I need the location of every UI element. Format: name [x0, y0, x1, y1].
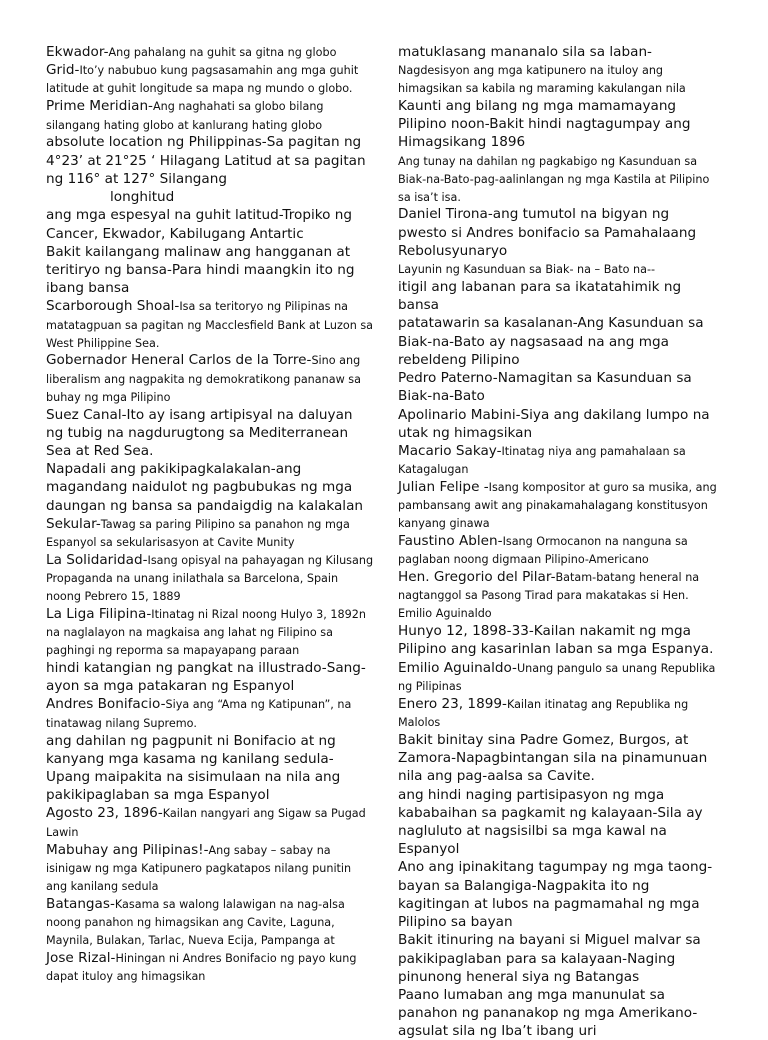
entry-definition: Kailan nakamit ng mga Pilipino ang kasarinlan laban sa mga Espanya. [398, 623, 714, 658]
entry-term: patatawarin sa kasalanan- [398, 315, 578, 332]
entry-definition: Ang Kasunduan sa Biak-na-Bato ay nagsasaad na ang mga rebeldeng Pilipino [398, 315, 704, 368]
glossary-entry [398, 785, 722, 858]
entry-definition: Ang sabay – sabay na isinigaw ng mga Katipunero pagkatapos nilang punitin ang kanilang sedula [46, 843, 352, 893]
entry-definition: Unang pangulo sa unang Republika ng Pilipinas [398, 661, 716, 693]
entry-term: Hunyo 12, 1898-33- [398, 623, 534, 640]
entry-term: Mabuhay ang Pilipinas!- [46, 841, 209, 858]
glossary-entry [46, 514, 374, 550]
glossary-entry [398, 259, 722, 277]
glossary-entry [46, 187, 374, 205]
entry-definition: Bakit hindi nagtagumpay ang Himagsikang 1896 [398, 116, 691, 151]
entry-definition: Sino ang liberalism ang nagpakita ng demokratikong pananaw sa buhay ng mga Pilipino [46, 354, 361, 404]
entry-definition: agsulat sila ng Iba’t ibang uri [398, 1023, 597, 1040]
glossary-entry [398, 857, 722, 930]
glossary-entry [398, 441, 722, 477]
entry-term: Scarborough Shoal- [46, 298, 180, 315]
glossary-entry [46, 731, 374, 804]
entry-definition: Ito ay isang artipisyal na daluyan ng tubig na nagdurugtong sa Mediterranean Sea at Red Sea. [46, 406, 353, 459]
right-column [398, 42, 722, 1040]
entry-term: Bakit kailangang malinaw ang hangganan at teritiryo ng bansa- [46, 243, 351, 278]
entry-term: Prime Meridian- [46, 98, 153, 115]
entry-term: Macario Sakay- [398, 442, 502, 459]
glossary-entry [46, 694, 374, 730]
glossary-entry [398, 96, 722, 151]
entry-term: Pedro Paterno- [398, 370, 498, 387]
glossary-entry [46, 296, 374, 350]
entry-term: Paano lumaban ang mga manunulat sa panahon ng pananakop ng mga Amerikano- [398, 987, 698, 1022]
entry-term: Grid- [46, 62, 80, 79]
entry-definition: Ito’y nabubuo kung pagsasamahin ang mga guhit latitude at guhit longitude sa mapa ng mundo o globo. [46, 64, 359, 96]
entry-definition: ang magandang naidulot ng pagbubukas ng mga daungan ng bansa sa pandaigdig na kalakalan [46, 461, 364, 514]
entry-term: Layunin ng Kasunduan sa Biak- na – Bato na-- [398, 263, 656, 277]
entry-term: Agosto 23, 1896- [46, 805, 163, 822]
glossary-entry [46, 840, 374, 894]
entry-term: Hen. Gregorio del Pilar- [398, 569, 556, 586]
glossary-entry [398, 621, 722, 657]
entry-term: matuklasang mananalo sila sa laban- [398, 44, 652, 60]
entry-term: Ang tunay na dahilan ng pagkabigo ng Kasunduan sa Biak-na-Bato- [398, 154, 698, 186]
entry-definition: Tropiko ng Cancer, Ekwador, Kabilugang Antartic [46, 207, 353, 242]
entry-term: Gobernador Heneral Carlos de la Torre- [46, 352, 312, 369]
entry-definition: Naging pinunong heneral siya ng Batangas [398, 950, 676, 985]
entry-definition: Ang naghahati sa globo bilang silangang hating globo at kanlurang hating globo [46, 100, 324, 132]
entry-term: Bakit binitay sina Padre Gomez, Burgos, at Zamora- [398, 731, 689, 767]
entry-definition: Isang Ormocanon na nanguna sa paglaban noong digmaan Pilipino-Americano [398, 535, 688, 567]
entry-definition: pag-aalinlangan ng mga Kastila at Pilipino sa isa’t isa. [398, 172, 710, 204]
glossary-entry [398, 985, 722, 1040]
entry-definition: Itinatag ni Rizal noong Hulyo 3, 1892n na naglalayon na magkaisa ang lahat ng Filipino sa paghingi ng reporma sa mapayapang paraan [46, 607, 366, 658]
glossary-entry [46, 42, 374, 60]
entry-definition: Isa sa teritoryo ng Pilipinas na matatagpuan sa pagitan ng Macclesfield Bank at Luzon sa West Philippine Sea. [46, 300, 374, 350]
entry-term: Batangas- [46, 895, 115, 912]
glossary-entry [398, 405, 722, 441]
glossary-entry [46, 60, 374, 96]
entry-term: Sekular- [46, 515, 101, 532]
entry-term: absolute location ng Philippinas- [46, 134, 267, 151]
entry-term: ang dahilan ng pagpunit ni Bonifacio at ng kanyang mga kasama ng kanilang sedula- [46, 732, 336, 767]
entry-term: ang mga espesyal na guhit latitud- [46, 207, 283, 224]
entry-term: Andres Bonifacio- [46, 696, 166, 713]
glossary-entry [46, 948, 374, 984]
entry-definition: Namagitan sa Kasunduan sa Biak-na-Bato [398, 370, 692, 405]
entry-definition: Para hindi maangkin ito ng ibang bansa [46, 262, 355, 297]
entry-term: Napadali ang pakikipagkalakalan- [46, 461, 276, 478]
entry-term: itigil ang labanan para sa ikatatahimik ng bansa [398, 278, 682, 314]
entry-definition: Siya ang dakilang lumpo na utak ng himagsikan [398, 406, 710, 441]
entry-definition: Kailan nangyari ang Sigaw sa Pugad Lawin [46, 807, 366, 839]
glossary-entry [46, 132, 374, 187]
entry-definition: Sang-ayon sa mga patakaran ng Espanyol [46, 660, 366, 695]
entry-term: Ekwador- [46, 44, 109, 60]
entry-term: Emilio Aguinaldo- [398, 659, 517, 676]
entry-definition: Napagbintangan sila na pinamunuan nila ang pag-aalsa sa Cavite. [398, 750, 708, 785]
entry-definition: Kailan itinatag ang Republika ng Malolos [398, 697, 689, 730]
glossary-entry [46, 205, 374, 241]
glossary-entry [398, 930, 722, 985]
entry-definition: ang tumutol na bigyan ng pwesto si Andres bonifacio sa Pamahalaang Rebolusyunaryo [398, 206, 697, 259]
entry-definition: Sila ay nagluluto at nagsisilbi sa mga kawal na Espanyol [398, 804, 703, 858]
glossary-entry [46, 894, 374, 948]
entry-term: Ano ang ipinakitang tagumpay ng mga taong-bayan sa Balangiga- [398, 859, 713, 894]
left-column [46, 42, 374, 984]
glossary-entry [46, 604, 374, 658]
glossary-entry [46, 658, 374, 694]
entry-term: Enero 23, 1899- [398, 695, 507, 712]
entry-term: Jose Rizal- [46, 949, 116, 966]
entry-definition: Upang maipakita na sisimulaan na nila ang pakikipaglaban sa mga Espanyol [46, 769, 341, 804]
entry-definition: longhitud [110, 189, 175, 206]
glossary-entry [46, 550, 374, 604]
entry-definition: Siya ang “Ama ng Katipunan”, na tinatawag nilang Supremo. [46, 698, 352, 730]
entry-definition: Batam-batang heneral na nagtanggol sa Pasong Tirad para makatakas si Hen. Emilio Aguinaldo [398, 571, 700, 621]
glossary-entry [46, 96, 374, 132]
glossary-entry [46, 405, 374, 460]
glossary-entry [46, 803, 374, 839]
entry-term: Suez Canal- [46, 406, 127, 423]
entry-term: hindi katangian ng pangkat na illustrado- [46, 660, 327, 676]
glossary-entry [46, 459, 374, 514]
glossary-entry [398, 730, 722, 785]
glossary-entry [398, 477, 722, 531]
glossary-entry [398, 658, 722, 694]
entry-definition: Sa pagitan ng 4°23’ at 21°25 ‘ Hilagang Latitud at sa pagitan ng 116° at 127° Silangang [46, 134, 366, 187]
entry-term: Apolinario Mabini- [398, 406, 521, 423]
entry-definition: Isang opisyal na pahayagan ng Kilusang Propaganda na unang inilathala sa Barcelona, Spain noong Pebrero 15, 1889 [46, 553, 374, 604]
entry-definition: Tawag sa paring Pilipino sa panahon ng mga Espanyol sa sekularisasyon at Cavite Munity [46, 517, 350, 550]
entry-term: ang hindi naging partisipasyon ng mga kababaihan sa pagkamit ng kalayaan- [398, 786, 665, 821]
entry-definition: Itinatag niya ang pamahalaan sa Katagalugan [398, 444, 686, 477]
glossary-entry [398, 694, 722, 730]
entry-term: Kaunti ang bilang ng mga mamamayang Pilipino noon- [398, 98, 677, 133]
entry-term: La Solidaridad- [46, 551, 148, 568]
glossary-entry [398, 204, 722, 259]
entry-definition: Hiningan ni Andres Bonifacio ng payo kung dapat ituloy ang himagsikan [46, 951, 357, 983]
glossary-entry [398, 313, 722, 368]
entry-definition: Ang pahalang na guhit sa gitna ng globo [108, 46, 337, 59]
entry-term: Bakit itinuring na bayani si Miguel malvar sa pakikipaglaban para sa kalayaan- [398, 932, 701, 967]
glossary-entry [398, 42, 722, 96]
entry-definition: Nagdesisyon ang mga katipunero na ituloy ang himagsikan sa kabila ng maraming kakulangan nila [398, 64, 686, 96]
entry-term: La Liga Filipina- [46, 605, 152, 622]
entry-term: Faustino Ablen- [398, 533, 503, 550]
glossary-entry [398, 531, 722, 567]
entry-definition: Nagpakita ito ng kagitingan at lubos na pagmamahal ng mga Pilipino sa bayan [398, 877, 700, 931]
glossary-entry [46, 242, 374, 297]
entry-term: Daniel Tirona- [398, 206, 493, 223]
glossary-entry [398, 567, 722, 621]
glossary-entry [398, 151, 722, 205]
entry-definition: Isang kompositor at guro sa musika, ang pambansang awit ang pinakamahalagang konstitusyon kanyang ginawa [398, 481, 717, 531]
glossary-entry [46, 350, 374, 404]
entry-term: Julian Felipe - [398, 479, 489, 496]
glossary-entry [398, 368, 722, 404]
entry-definition: Kasama sa walong lalawigan na nag-alsa noong panahon ng himagsikan ang Cavite, Laguna, Maynila, Bulakan, Tarlac, Nueva Ecija, Pampanga at [46, 897, 345, 947]
glossary-entry [398, 277, 722, 313]
